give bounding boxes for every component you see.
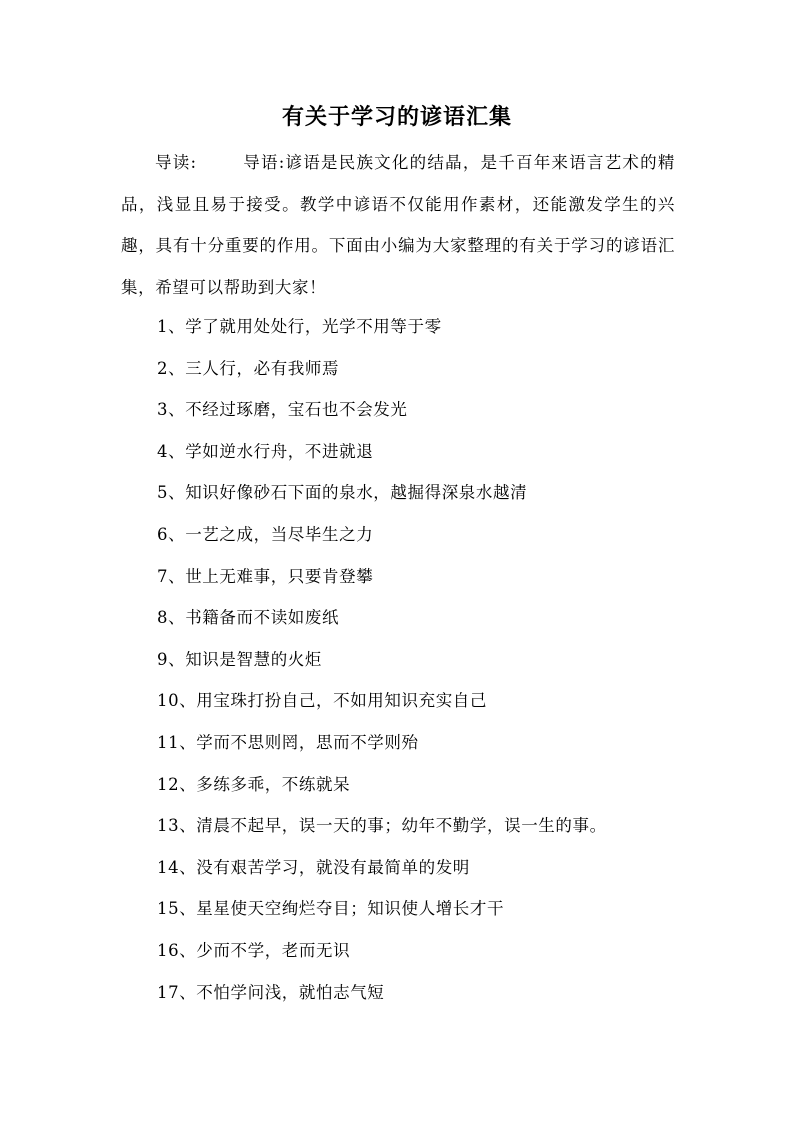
list-item: 13、清晨不起早，误一天的事；幼年不勤学，误一生的事。 xyxy=(157,816,607,836)
proverb-list xyxy=(157,306,687,1013)
page-title: 有关于学习的谚语汇集 xyxy=(281,104,512,130)
list-item: 3、不经过琢磨，宝石也不会发光 xyxy=(157,400,408,420)
list-item: 5、知识好像砂石下面的泉水，越掘得深泉水越清 xyxy=(157,483,528,503)
intro-text: 导语:谚语是民族文化的结晶，是千百年来语言艺术的精品，浅显且易于接受。教学中谚语不仅能用作素材，还能激发学生的兴趣，具有十分重要的作用。下面由小编为大家整理的有关于学习的谚语汇集，希望可以帮助到大家！ xyxy=(121,153,675,297)
list-item: 11、学而不思则罔，思而不学则殆 xyxy=(157,732,419,752)
list-item: 2、三人行，必有我师焉 xyxy=(157,358,340,378)
list-item: 12、多练多乖，不练就呆 xyxy=(157,774,351,794)
list-item: 14、没有艰苦学习，就没有最简单的发明 xyxy=(157,857,470,877)
list-item: 7、世上无难事，只要肯登攀 xyxy=(157,566,374,586)
list-item: 9、知识是智慧的火炬 xyxy=(157,649,322,669)
list-item: 16、少而不学，老而无识 xyxy=(157,940,351,960)
list-item: 17、不怕学问浅，就怕志气短 xyxy=(157,982,385,1002)
list-item: 6、一艺之成，当尽毕生之力 xyxy=(157,524,374,544)
list-item: 1、学了就用处处行，光学不用等于零 xyxy=(157,317,442,336)
list-item: 15、星星使天空绚烂夺目；知识使人增长才干 xyxy=(157,899,505,919)
list-item: 4、学如逆水行舟，不进就退 xyxy=(157,441,374,461)
intro-paragraph xyxy=(121,142,675,308)
list-item: 10、用宝珠打扮自己，不如用知识充实自己 xyxy=(157,691,487,711)
list-item: 8、书籍备而不读如废纸 xyxy=(157,608,340,628)
intro-lead: 导读: xyxy=(155,153,197,172)
